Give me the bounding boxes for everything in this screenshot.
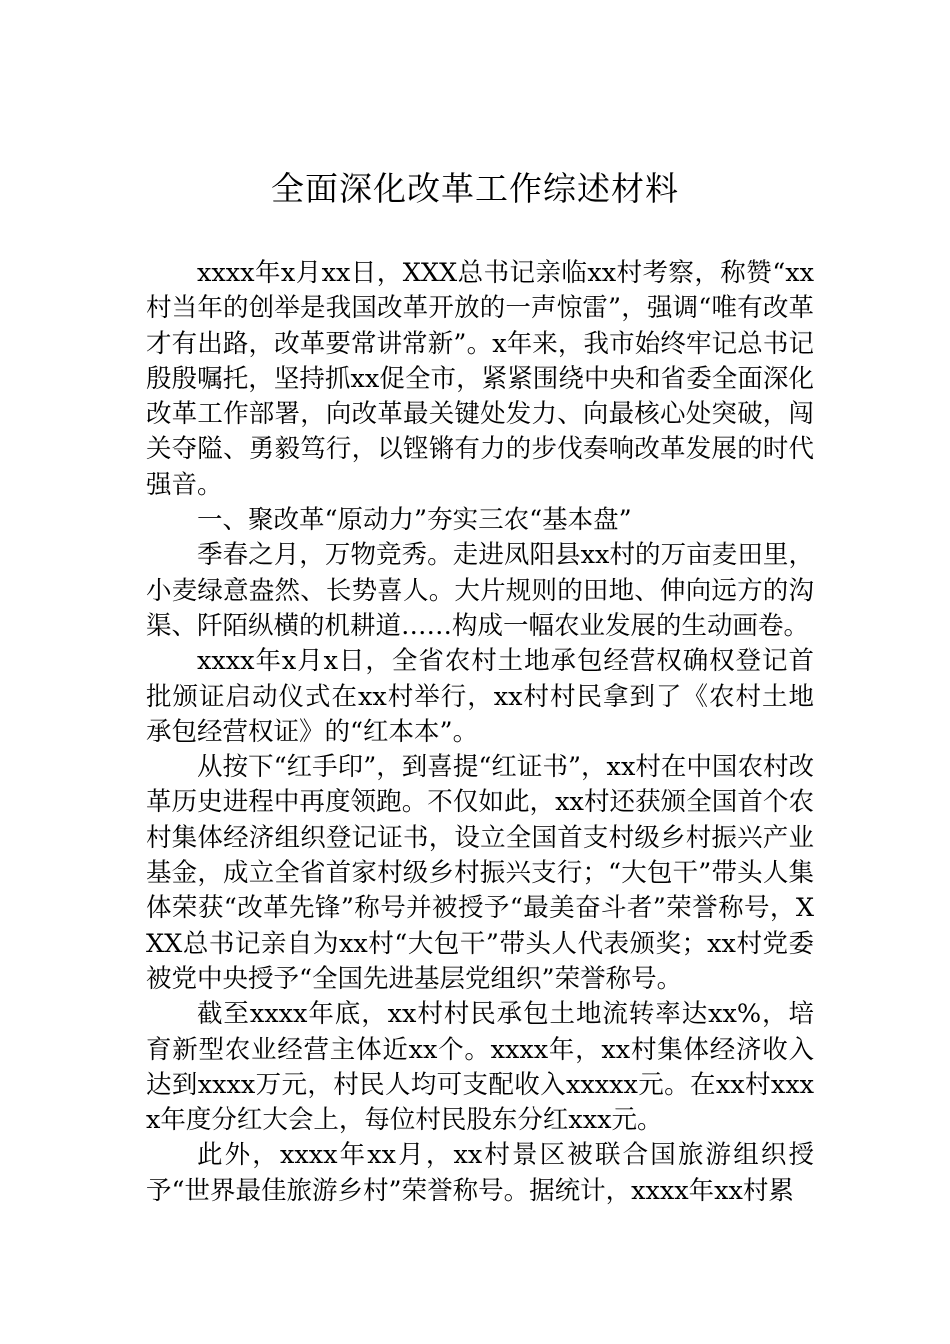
paragraph-intro: xxxx年x月xx日，XXX总书记亲临xx村考察，称赞“xx村当年的创举是我国改革开放的一声惊雷”，强调“唯有改革才有出路，改革要常讲常新”。x年来，我市始终牢记总书记殷殷嘱托，坚持抓xx促全市，紧紧围绕中央和省委全面深化改革工作部署，向改革最关键处发力、向最核心处突破，闯关夺隘、勇毅笃行，以铿锵有力的步伐奏响改革发展的时代强音。 [146,258,814,500]
paragraph: xxxx年x月x日，全省农村土地承包经营权确权登记首批颁证启动仪式在xx村举行，xx村村民拿到了《农村土地承包经营权证》的“红本本”。 [146,646,814,747]
document-title: 全面深化改革工作综述材料 [271,169,679,208]
paragraph: 从按下“红手印”，到喜提“红证书”，xx村在中国农村改革历史进程中再度领跑。不仅如此，xx村还获颁全国首个农村集体经济组织登记证书，设立全国首支村级乡村振兴产业基金，成立全省首家村级乡村振兴支行；“大包干”带头人集体荣获“改革先锋”称号并被授予“最美奋斗者”荣誉称号，XXX总书记亲自为xx村“大包干”带头人代表颁奖；xx村党委被党中央授予“全国先进基层党组织”荣誉称号。 [146,752,814,994]
section-heading: 一、聚改革“原动力”夯实三农“基本盘” [197,505,632,536]
document-body [146,256,814,1209]
paragraph: 季春之月，万物竞秀。走进凤阳县xx村的万亩麦田里，小麦绿意盎然、长势喜人。大片规则的田地、伸向远方的沟渠、阡陌纵横的机耕道……构成一幅农业发展的生动画卷。 [146,540,814,641]
paragraph: 此外，xxxx年xx月，xx村景区被联合国旅游组织授予“世界最佳旅游乡村”荣誉称号。据统计，xxxx年xx村累 [146,1140,814,1206]
paragraph: 截至xxxx年底，xx村村民承包土地流转率达xx%，培育新型农业经营主体近xx个。xxxx年，xx村集体经济收入达到xxxx万元，村民人均可支配收入xxxxx元。在xx村xxxx年度分红大会上，每位村民股东分红xxx元。 [146,999,814,1136]
